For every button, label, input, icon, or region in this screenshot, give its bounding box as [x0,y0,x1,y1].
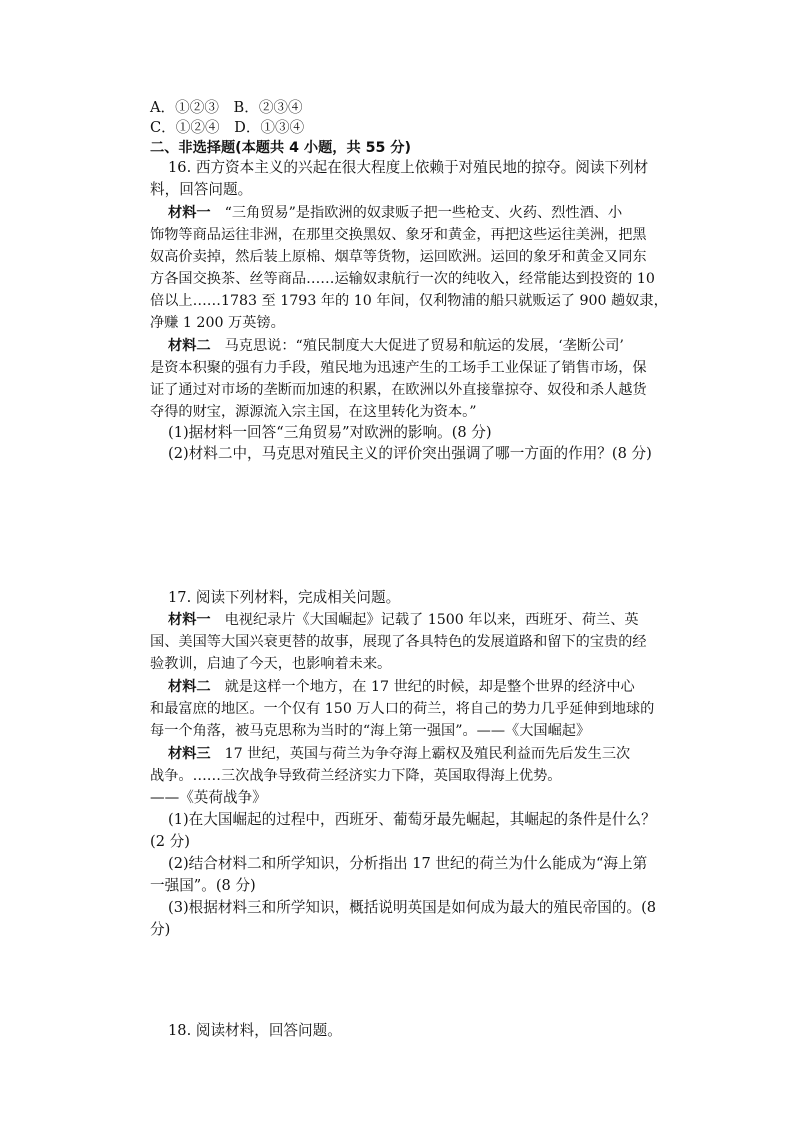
q16-material-2-label: 材料二 [168,338,211,354]
q17-material-1-label: 材料一 [168,612,211,628]
q17-stem: 17. 阅读下列材料，完成相关问题。 [168,589,401,606]
q17-material-3-label: 材料三 [168,746,211,762]
q16-material-2-line-2: 是资本积聚的强有力手段，殖民地为迅速产生的工场手工业保证了销售市场，保 [150,360,647,376]
q16-material-1-line-2: 饰物等商品运往非洲，在那里交换黑奴、象牙和黄金，再把这些运往美洲，把黑 [150,227,647,243]
q17-material-3-line-2: 战争。……三次战争导致荷兰经济实力下降，英国取得海上优势。 [150,768,562,784]
q16-material-2-text: 马克思说：“殖民制度大大促进了贸易和航运的发展，‘垄断公司’ [224,338,624,354]
q16-subquestion-1: (1)据材料一回答“三角贸易”对欧洲的影响。(8 分) [168,424,492,441]
q17-material-3-text: 17 世纪，英国与荷兰为争夺海上霸权及殖民利益而先后发生三次 [224,746,631,762]
q17-material-1-text: 电视纪录片《大国崛起》记载了 1500 年以来，西班牙、荷兰、英 [224,612,639,628]
q17-material-3-line-1 [168,744,630,764]
q17-material-3-source: ——《英荷战争》 [150,789,267,806]
q17-material-2-line-2: 和最富庶的地区。一个仅有 150 万人口的荷兰，将自己的势力几乎延伸到地球的 [150,701,655,717]
answer-options-row-1: A．①②③ B．②③④ [150,99,303,116]
q16-material-2-line-3: 证了通过对市场的垄断而加速的积累，在欧洲以外直接靠掠夺、奴役和杀人越货 [150,382,647,398]
q17-subquestion-1-line-2: (2 分) [150,833,190,850]
q17-material-1-line-3: 验教训，启迪了今天，也影响着未来。 [150,656,392,672]
q17-subquestion-1-line-1: (1)在大国崛起的过程中，西班牙、葡萄牙最先崛起，其崛起的条件是什么？ [168,811,656,828]
q16-material-2-line-4: 夺得的财宝，源源流入宗主国，在这里转化为资本。” [150,404,477,420]
q17-subquestion-3-line-1: (3)根据材料三和所学知识，概括说明英国是如何成为最大的殖民帝国的。(8 [168,899,657,916]
q17-material-2-line-3: 每一个角落，被马克思称为当时的“海上第一强国”。——《大国崛起》 [150,723,591,739]
answer-options-row-2: C．①②④ D．①③④ [150,119,305,136]
q16-material-1-line-1 [168,203,622,223]
q18-stem: 18. 阅读材料，回答问题。 [168,1022,342,1039]
q16-material-2-line-1 [168,336,624,356]
q16-material-1-label: 材料一 [168,205,211,221]
q16-material-1-line-5: 倍以上……1783 至 1793 年的 10 年间，仅利物浦的船只就贩运了 900 趟奴隶， [150,293,668,309]
q16-material-1-line-6: 净赚 1 200 万英镑。 [150,315,285,331]
q16-material-1-text: “三角贸易”是指欧洲的奴隶贩子把一些枪支、火药、烈性酒、小 [224,205,623,221]
q16-stem-line-1: 16. 西方资本主义的兴起在很大程度上依赖于对殖民地的掠夺。阅读下列材 [168,159,649,176]
q17-subquestion-2-line-1: (2)结合材料二和所学知识，分析指出 17 世纪的荷兰为什么能成为“海上第 [168,855,648,872]
q16-material-1-line-4: 方各国交换茶、丝等商品……运输奴隶航行一次的纯收入，经常能达到投资的 10 [150,271,655,287]
q17-subquestion-3-line-2: 分) [150,921,171,938]
q17-material-2-line-1 [168,677,635,697]
q16-subquestion-2: (2)材料二中，马克思对殖民主义的评价突出强调了哪一方面的作用？(8 分) [168,445,652,462]
section-heading: 二、非选择题(本题共 4 小题，共 55 分) [150,140,411,156]
q16-material-1-line-3: 奴高价卖掉，然后装上原棉、烟草等货物，运回欧洲。运回的象牙和黄金又同东 [150,249,647,265]
q17-material-1-line-2: 国、美国等大国兴衰更替的故事，展现了各具特色的发展道路和留下的宝贵的经 [150,634,647,650]
q17-material-2-text: 就是这样一个地方，在 17 世纪的时候，却是整个世界的经济中心 [224,679,635,695]
q16-stem-line-2: 料，回答问题。 [150,181,253,198]
q17-material-2-label: 材料二 [168,679,211,695]
q17-material-1-line-1 [168,610,639,630]
q17-subquestion-2-line-2: 一强国”。(8 分) [150,877,256,894]
